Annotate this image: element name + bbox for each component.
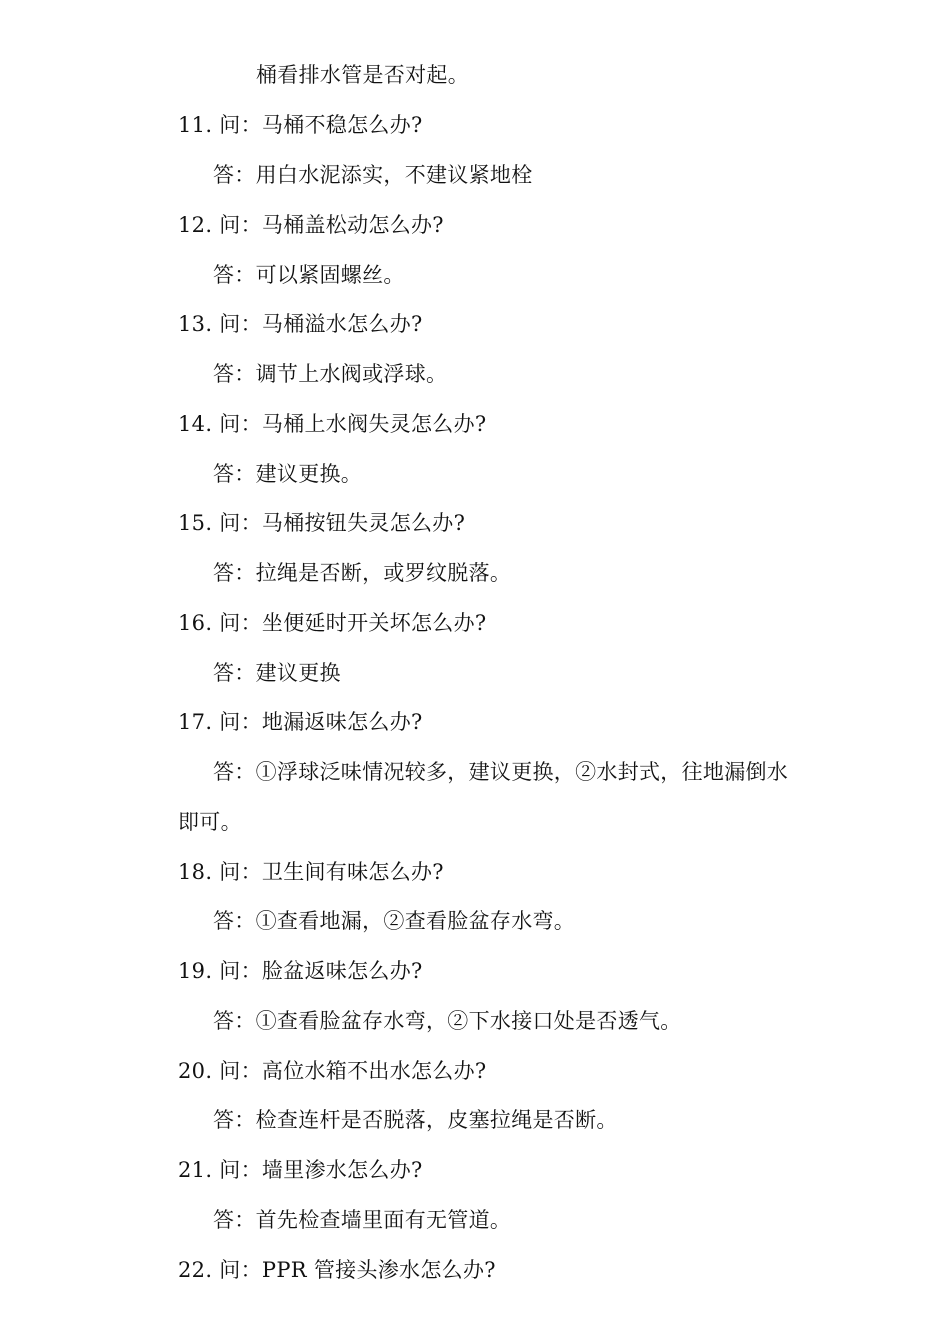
answer-17-wrap: 即可。: [178, 810, 242, 834]
question-20: 20. 问：高位水箱不出水怎么办?: [178, 1059, 487, 1083]
question-21: 21. 问：墙里渗水怎么办?: [178, 1158, 423, 1182]
question-18: 18. 问：卫生间有味怎么办?: [178, 860, 444, 884]
question-19: 19. 问：脸盆返味怎么办?: [178, 959, 423, 983]
answer-17: 答：①浮球泛味情况较多，建议更换，②水封式，往地漏倒水: [213, 760, 789, 784]
text-line-continuation: 桶看排水管是否对起。: [256, 63, 469, 87]
answer-15: 答：拉绳是否断，或罗纹脱落。: [213, 561, 512, 585]
answer-16: 答：建议更换: [213, 661, 341, 685]
answer-19: 答：①查看脸盆存水弯，②下水接口处是否透气。: [213, 1009, 682, 1033]
answer-14: 答：建议更换。: [213, 462, 363, 486]
answer-13: 答：调节上水阀或浮球。: [213, 362, 448, 386]
question-16: 16. 问：坐便延时开关坏怎么办?: [178, 611, 487, 635]
answer-11: 答：用白水泥添实，不建议紧地栓: [213, 163, 533, 187]
question-11: 11. 问：马桶不稳怎么办?: [178, 113, 423, 137]
question-22: 22. 问：PPR 管接头渗水怎么办?: [178, 1258, 496, 1282]
answer-18: 答：①查看地漏，②查看脸盆存水弯。: [213, 909, 576, 933]
question-14: 14. 问：马桶上水阀失灵怎么办?: [178, 412, 487, 436]
question-13: 13. 问：马桶溢水怎么办?: [178, 312, 423, 336]
question-12: 12. 问：马桶盖松动怎么办?: [178, 213, 444, 237]
answer-12: 答：可以紧固螺丝。: [213, 263, 405, 287]
answer-21: 答：首先检查墙里面有无管道。: [213, 1208, 512, 1232]
question-17: 17. 问：地漏返味怎么办?: [178, 710, 423, 734]
question-15: 15. 问：马桶按钮失灵怎么办?: [178, 511, 466, 535]
answer-20: 答：检查连杆是否脱落，皮塞拉绳是否断。: [213, 1108, 618, 1132]
